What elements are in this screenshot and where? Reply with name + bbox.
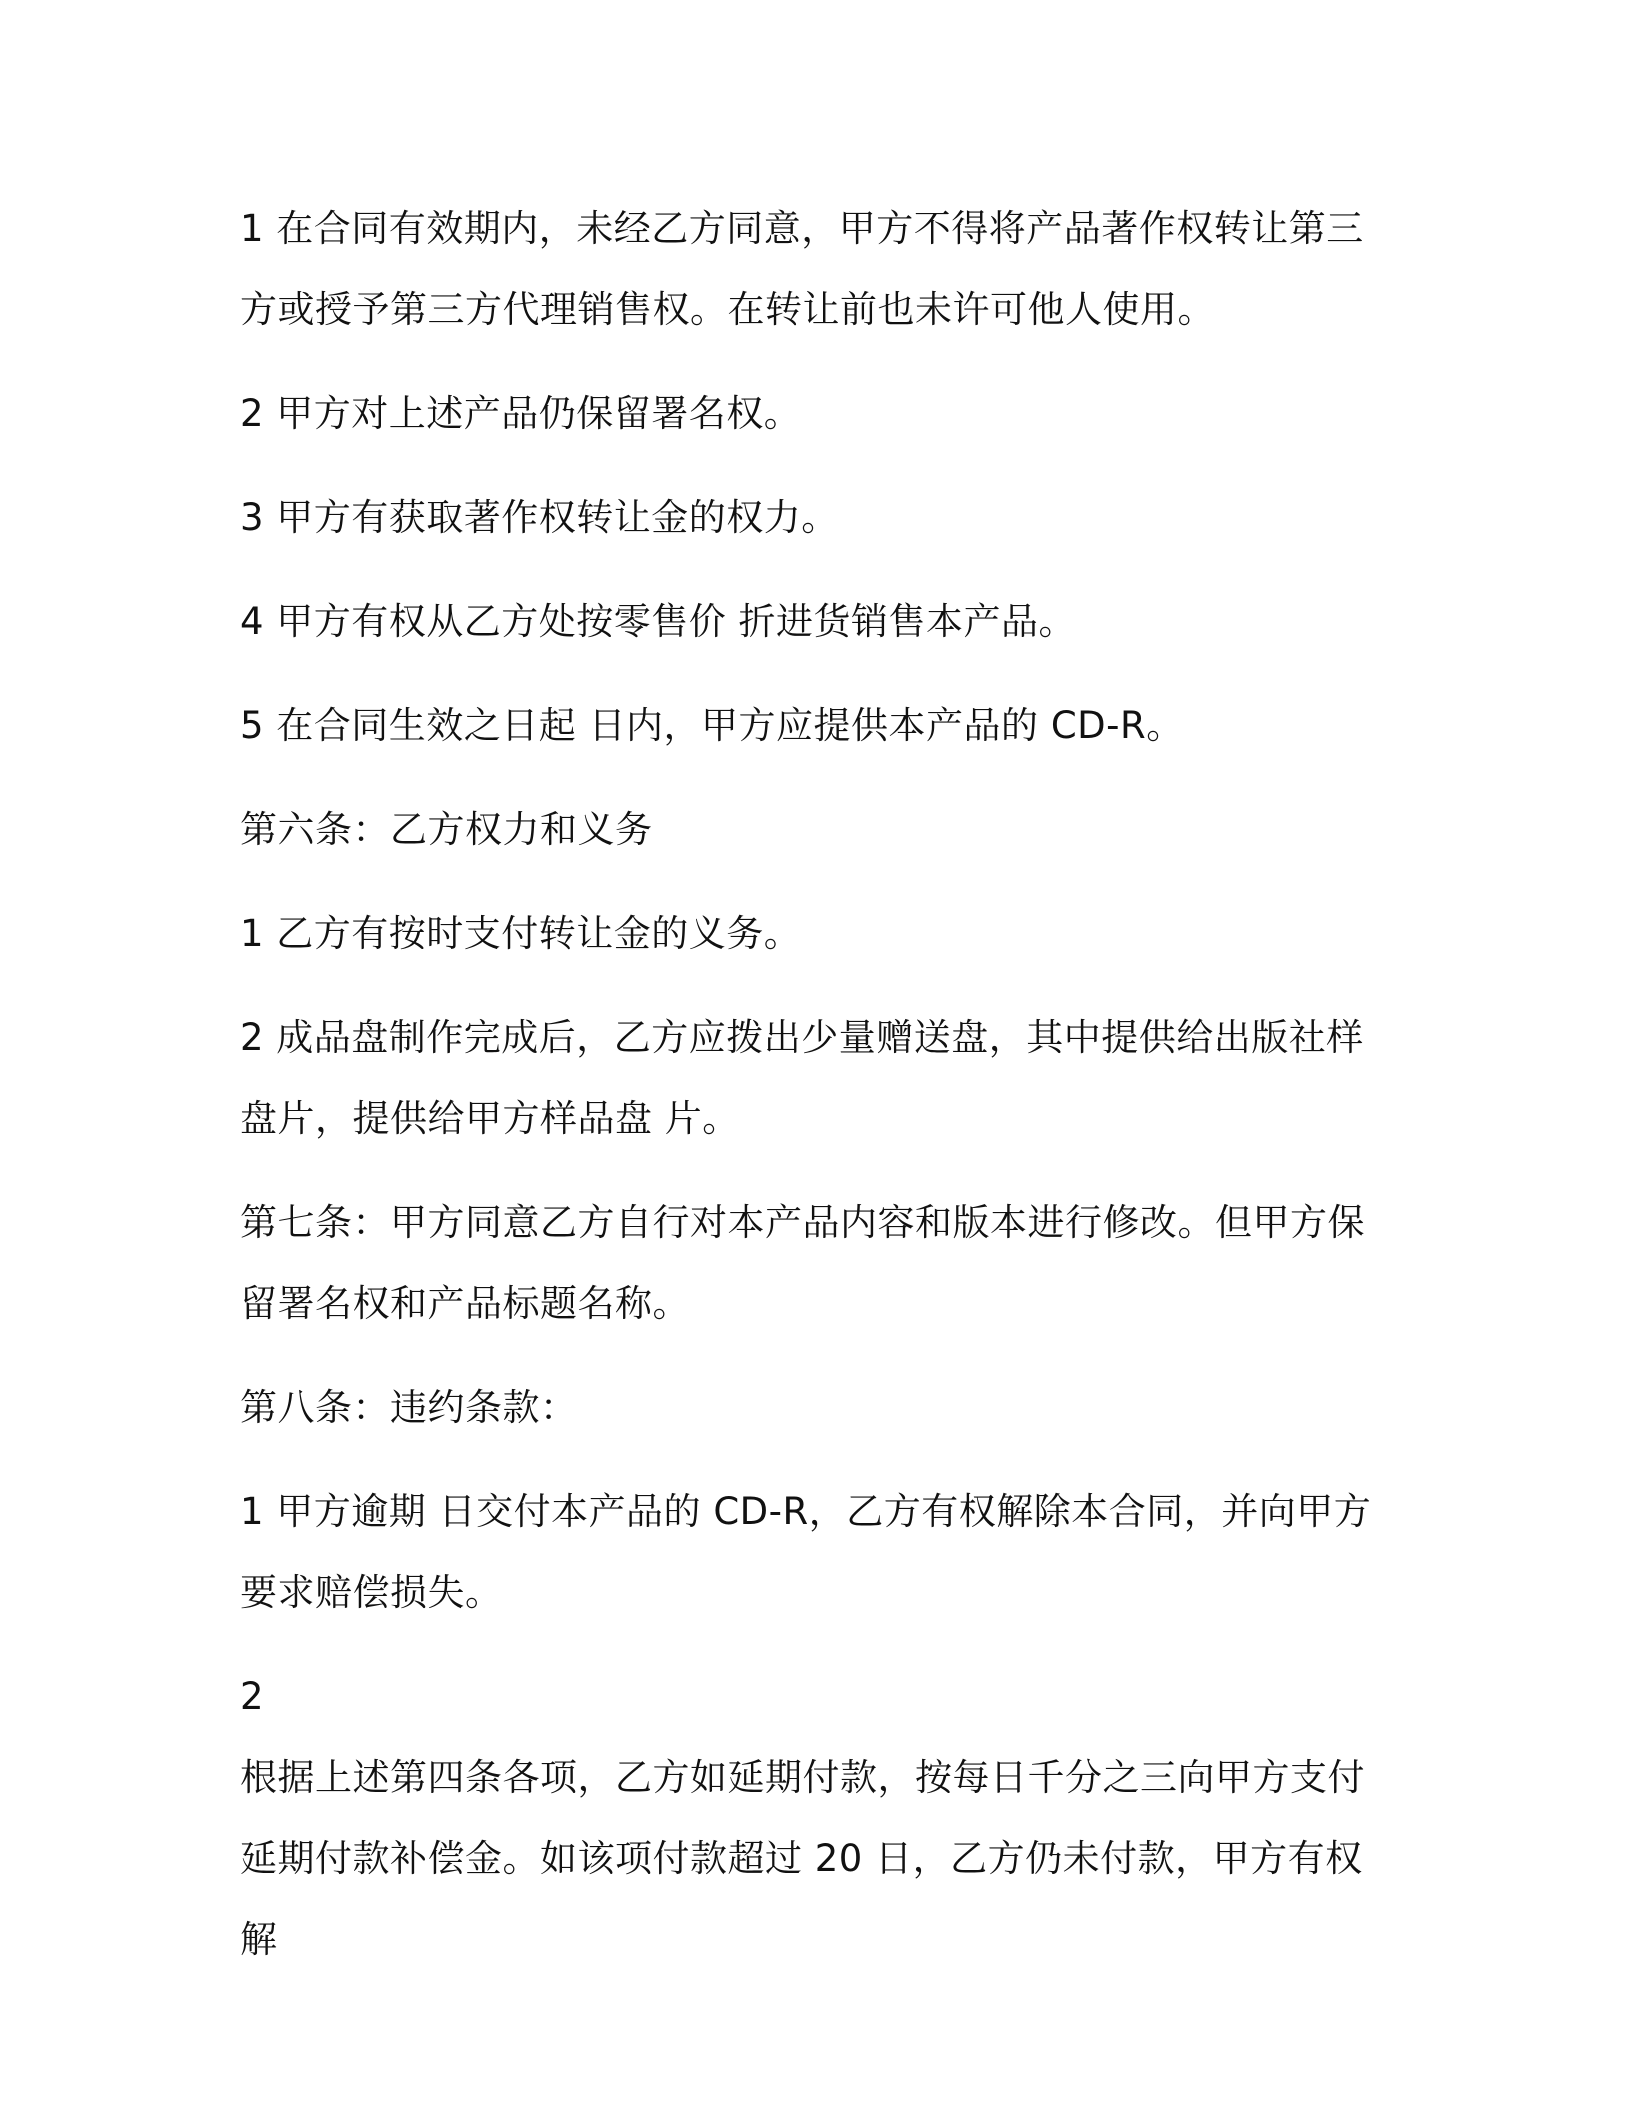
article-8-clause-2-number: 2 [240, 1675, 265, 1718]
article-7: 第七条：甲方同意乙方自行对本产品内容和版本进行修改。但甲方保留署名权和产品标题名称。 [240, 1201, 1365, 1325]
clause-5-cdr-delivery: 5 在合同生效之日起 日内，甲方应提供本产品的 CD-R。 [240, 704, 1184, 747]
article-8-clause-1: 1 甲方逾期 日交付本产品的 CD-R，乙方有权解除本合同，并向甲方要求赔偿损失。 [240, 1490, 1372, 1614]
article-6-heading: 第六条：乙方权力和义务 [240, 808, 653, 851]
article-8-heading: 第八条：违约条款： [240, 1386, 578, 1429]
article-6-clause-2: 2 成品盘制作完成后，乙方应拨出少量赠送盘，其中提供给出版社样盘片，提供给甲方样品盘 片。 [240, 1016, 1364, 1140]
clause-3-transfer-fee-right: 3 甲方有获取著作权转让金的权力。 [240, 496, 839, 539]
clause-1-transfer-restriction: 1 在合同有效期内，未经乙方同意，甲方不得将产品著作权转让第三方或授予第三方代理销售权。在转让前也未许可他人使用。 [240, 207, 1364, 331]
article-8-clause-2-text: 根据上述第四条各项，乙方如延期付款，按每日千分之三向甲方支付延期付款补偿金。如该项付款超过 20 日，乙方仍未付款，甲方有权解 [240, 1756, 1365, 1961]
clause-4-retail-purchase: 4 甲方有权从乙方处按零售价 折进货销售本产品。 [240, 600, 1077, 643]
clause-2-authorship-right: 2 甲方对上述产品仍保留署名权。 [240, 392, 802, 435]
article-6-clause-1: 1 乙方有按时支付转让金的义务。 [240, 912, 802, 955]
document-body [240, 188, 1390, 2003]
